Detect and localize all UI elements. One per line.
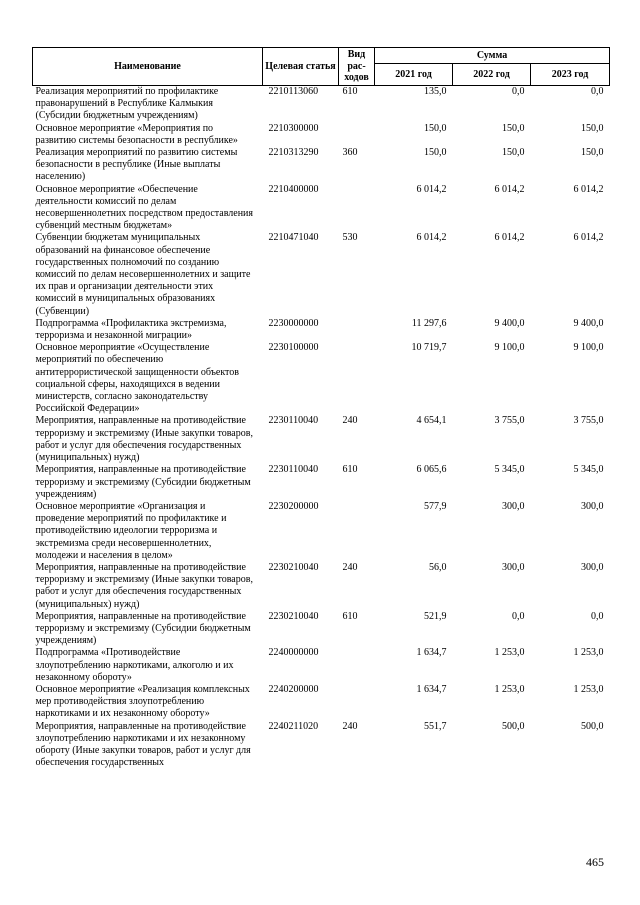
cell-name: Основное мероприятие «Мероприятия по развитию системы безопасности в республике» [35,122,238,146]
cell-2023: 500,0 [581,720,604,732]
table-row [33,123,610,147]
cell-2021: 150,0 [424,147,447,159]
budget-table [32,47,610,769]
table-row [33,184,610,233]
cell-2022: 6 014,2 [494,183,525,195]
cell-expense: 240 [342,561,358,573]
header-code: Целевая статья [263,48,339,86]
cell-2022: 1 253,0 [494,683,525,695]
table-row [33,684,610,721]
cell-2021: 1 634,7 [416,683,447,695]
cell-code: 2210113060 [263,86,339,123]
cell-2023: 6 014,2 [573,232,604,244]
cell-2023: 6 014,2 [573,183,604,195]
cell-expense [339,318,375,342]
cell-2022: 3 755,0 [494,415,525,427]
cell-code: 2240000000 [268,647,319,659]
cell-2022: 0,0 [453,86,531,123]
table-row [33,501,610,562]
cell-name: Мероприятия, направленные на противодействие терроризму и экстремизму (Иные закупки товаров, работ и услуг для обеспечения государственных (муниципальных) нужд) [35,415,253,464]
cell-2022: 9 100,0 [494,342,525,354]
cell-expense: 610 [339,86,375,123]
table-row [33,721,610,770]
cell-expense: 530 [342,232,358,244]
cell-2022: 500,0 [502,720,525,732]
table-row [33,147,610,184]
cell-2021: 11 297,6 [411,317,447,329]
cell-name: Основное мероприятие «Осуществление мероприятий по обеспечению антитеррористической защищенности объектов социальной сферы, находящихся в ведении министерств, согласно законодательству Российской Федерации» [35,342,240,415]
header-expense: Вид рас-ходов [339,48,375,86]
cell-name: Основное мероприятие «Реализация комплексных мер противодействия злоупотреблению наркотиками и их незаконному обороту» [35,683,250,720]
cell-2021: 521,9 [424,610,447,622]
cell-expense [339,684,375,721]
cell-code: 2230110040 [268,415,319,427]
cell-2023: 1 253,0 [573,647,604,659]
header-2021: 2021 год [375,64,453,86]
table-row [33,86,610,123]
cell-expense: 240 [342,415,358,427]
cell-2021: 10 719,7 [411,342,447,354]
cell-name: Мероприятия, направленные на противодействие злоупотреблению наркотиками и их незаконному обороту (Иные закупки товаров, работ и услуг для обеспечения государственных [35,720,251,769]
cell-name: Подпрограмма «Профилактика экстремизма, терроризма и незаконной миграции» [35,317,227,342]
cell-expense: 610 [342,464,358,476]
cell-2022: 300,0 [502,561,525,573]
cell-expense [339,501,375,562]
cell-2021: 135,0 [375,86,453,123]
cell-2022: 150,0 [502,147,525,159]
cell-code: 2210313290 [268,147,319,159]
cell-code: 2240211020 [268,720,319,732]
cell-2021: 150,0 [424,122,447,134]
cell-code: 2240200000 [268,683,319,695]
cell-2022: 0,0 [512,610,525,622]
cell-expense: 610 [342,610,358,622]
cell-2022: 9 400,0 [494,317,525,329]
cell-expense [339,647,375,684]
cell-2021: 6 065,6 [416,464,447,476]
cell-name: Мероприятия, направленные на противодействие терроризму и экстремизму (Субсидии бюджетным учреждениям) [35,610,251,647]
cell-2023: 3 755,0 [573,415,604,427]
cell-code: 2230110040 [268,464,319,476]
table-row [33,342,610,415]
header-name: Наименование [33,48,263,86]
cell-2021: 4 654,1 [416,415,447,427]
table-row [33,464,610,501]
cell-2023: 300,0 [581,500,604,512]
cell-2022: 6 014,2 [494,232,525,244]
cell-2023: 0,0 [531,86,610,123]
cell-2023: 0,0 [591,610,604,622]
cell-code: 2230200000 [268,500,319,512]
cell-2022: 1 253,0 [494,647,525,659]
cell-2021: 577,9 [424,500,447,512]
cell-2023: 9 100,0 [573,342,604,354]
cell-2023: 9 400,0 [573,317,604,329]
cell-name: Подпрограмма «Противодействие злоупотреблению наркотиками, алкоголю и их незаконному обороту» [35,647,234,683]
table-row [33,562,610,611]
cell-name: Основное мероприятие «Организация и проведение мероприятий по профилактике и противодействию идеологии терроризма и экстремизма среди несовершеннолетних, молодежи и населения в целом» [35,500,227,561]
cell-name: Мероприятия, направленные на противодействие терроризму и экстремизму (Субсидии бюджетным учреждениям) [35,464,251,500]
cell-expense [339,184,375,233]
table-row [33,611,610,648]
page-number: 465 [586,855,604,869]
cell-2023: 300,0 [581,561,604,573]
cell-2023: 150,0 [581,122,604,134]
cell-name: Мероприятия, направленные на противодействие терроризму и экстремизму (Иные закупки товаров, работ и услуг для обеспечения государственных (муниципальных) нужд) [35,561,253,610]
cell-expense [339,342,375,415]
cell-name: Субвенции бюджетам муниципальных образований на финансовое обеспечение государственных полномочий по созданию комиссий по делам несовершеннолетних и защите их прав и организации деятельности этих комиссий в муниципальных образованиях (Субвенции) [35,232,251,317]
cell-code: 2210471040 [268,232,319,244]
cell-code: 2230000000 [268,317,319,329]
table-row [33,415,610,464]
table-body [33,86,610,770]
cell-name: Реализация мероприятий по развитию системы безопасности в республике (Иные выплаты населению) [35,147,238,183]
table-row [33,647,610,684]
cell-2023: 1 253,0 [573,683,604,695]
header-2022: 2022 год [453,64,531,86]
cell-2023: 5 345,0 [573,464,604,476]
cell-2021: 6 014,2 [416,183,447,195]
cell-2022: 150,0 [502,122,525,134]
cell-2022: 5 345,0 [494,464,525,476]
cell-2021: 6 014,2 [416,232,447,244]
header-2023: 2023 год [531,64,610,86]
table-header [33,48,610,86]
cell-expense [339,123,375,147]
cell-code: 2210300000 [268,122,319,134]
cell-2023: 150,0 [581,147,604,159]
cell-2021: 551,7 [424,720,447,732]
cell-name: Основное мероприятие «Обеспечение деятельности комиссий по делам несовершеннолетних посредством предоставления субвенций местным бюджетам» [35,183,254,232]
header-sum: Сумма [375,48,610,64]
cell-2021: 56,0 [429,561,447,573]
cell-code: 2230210040 [268,561,319,573]
cell-code: 2210400000 [268,183,319,195]
cell-2022: 300,0 [502,500,525,512]
cell-2021: 1 634,7 [416,647,447,659]
cell-expense: 240 [342,720,358,732]
cell-code: 2230100000 [268,342,319,354]
table-row [33,232,610,317]
cell-code: 2230210040 [268,610,319,622]
table-row [33,318,610,342]
cell-expense: 360 [342,147,358,159]
cell-name: Реализация мероприятий по профилактике правонарушений в Республике Калмыкия (Субсидии бюджетным учреждениям) [33,86,263,123]
